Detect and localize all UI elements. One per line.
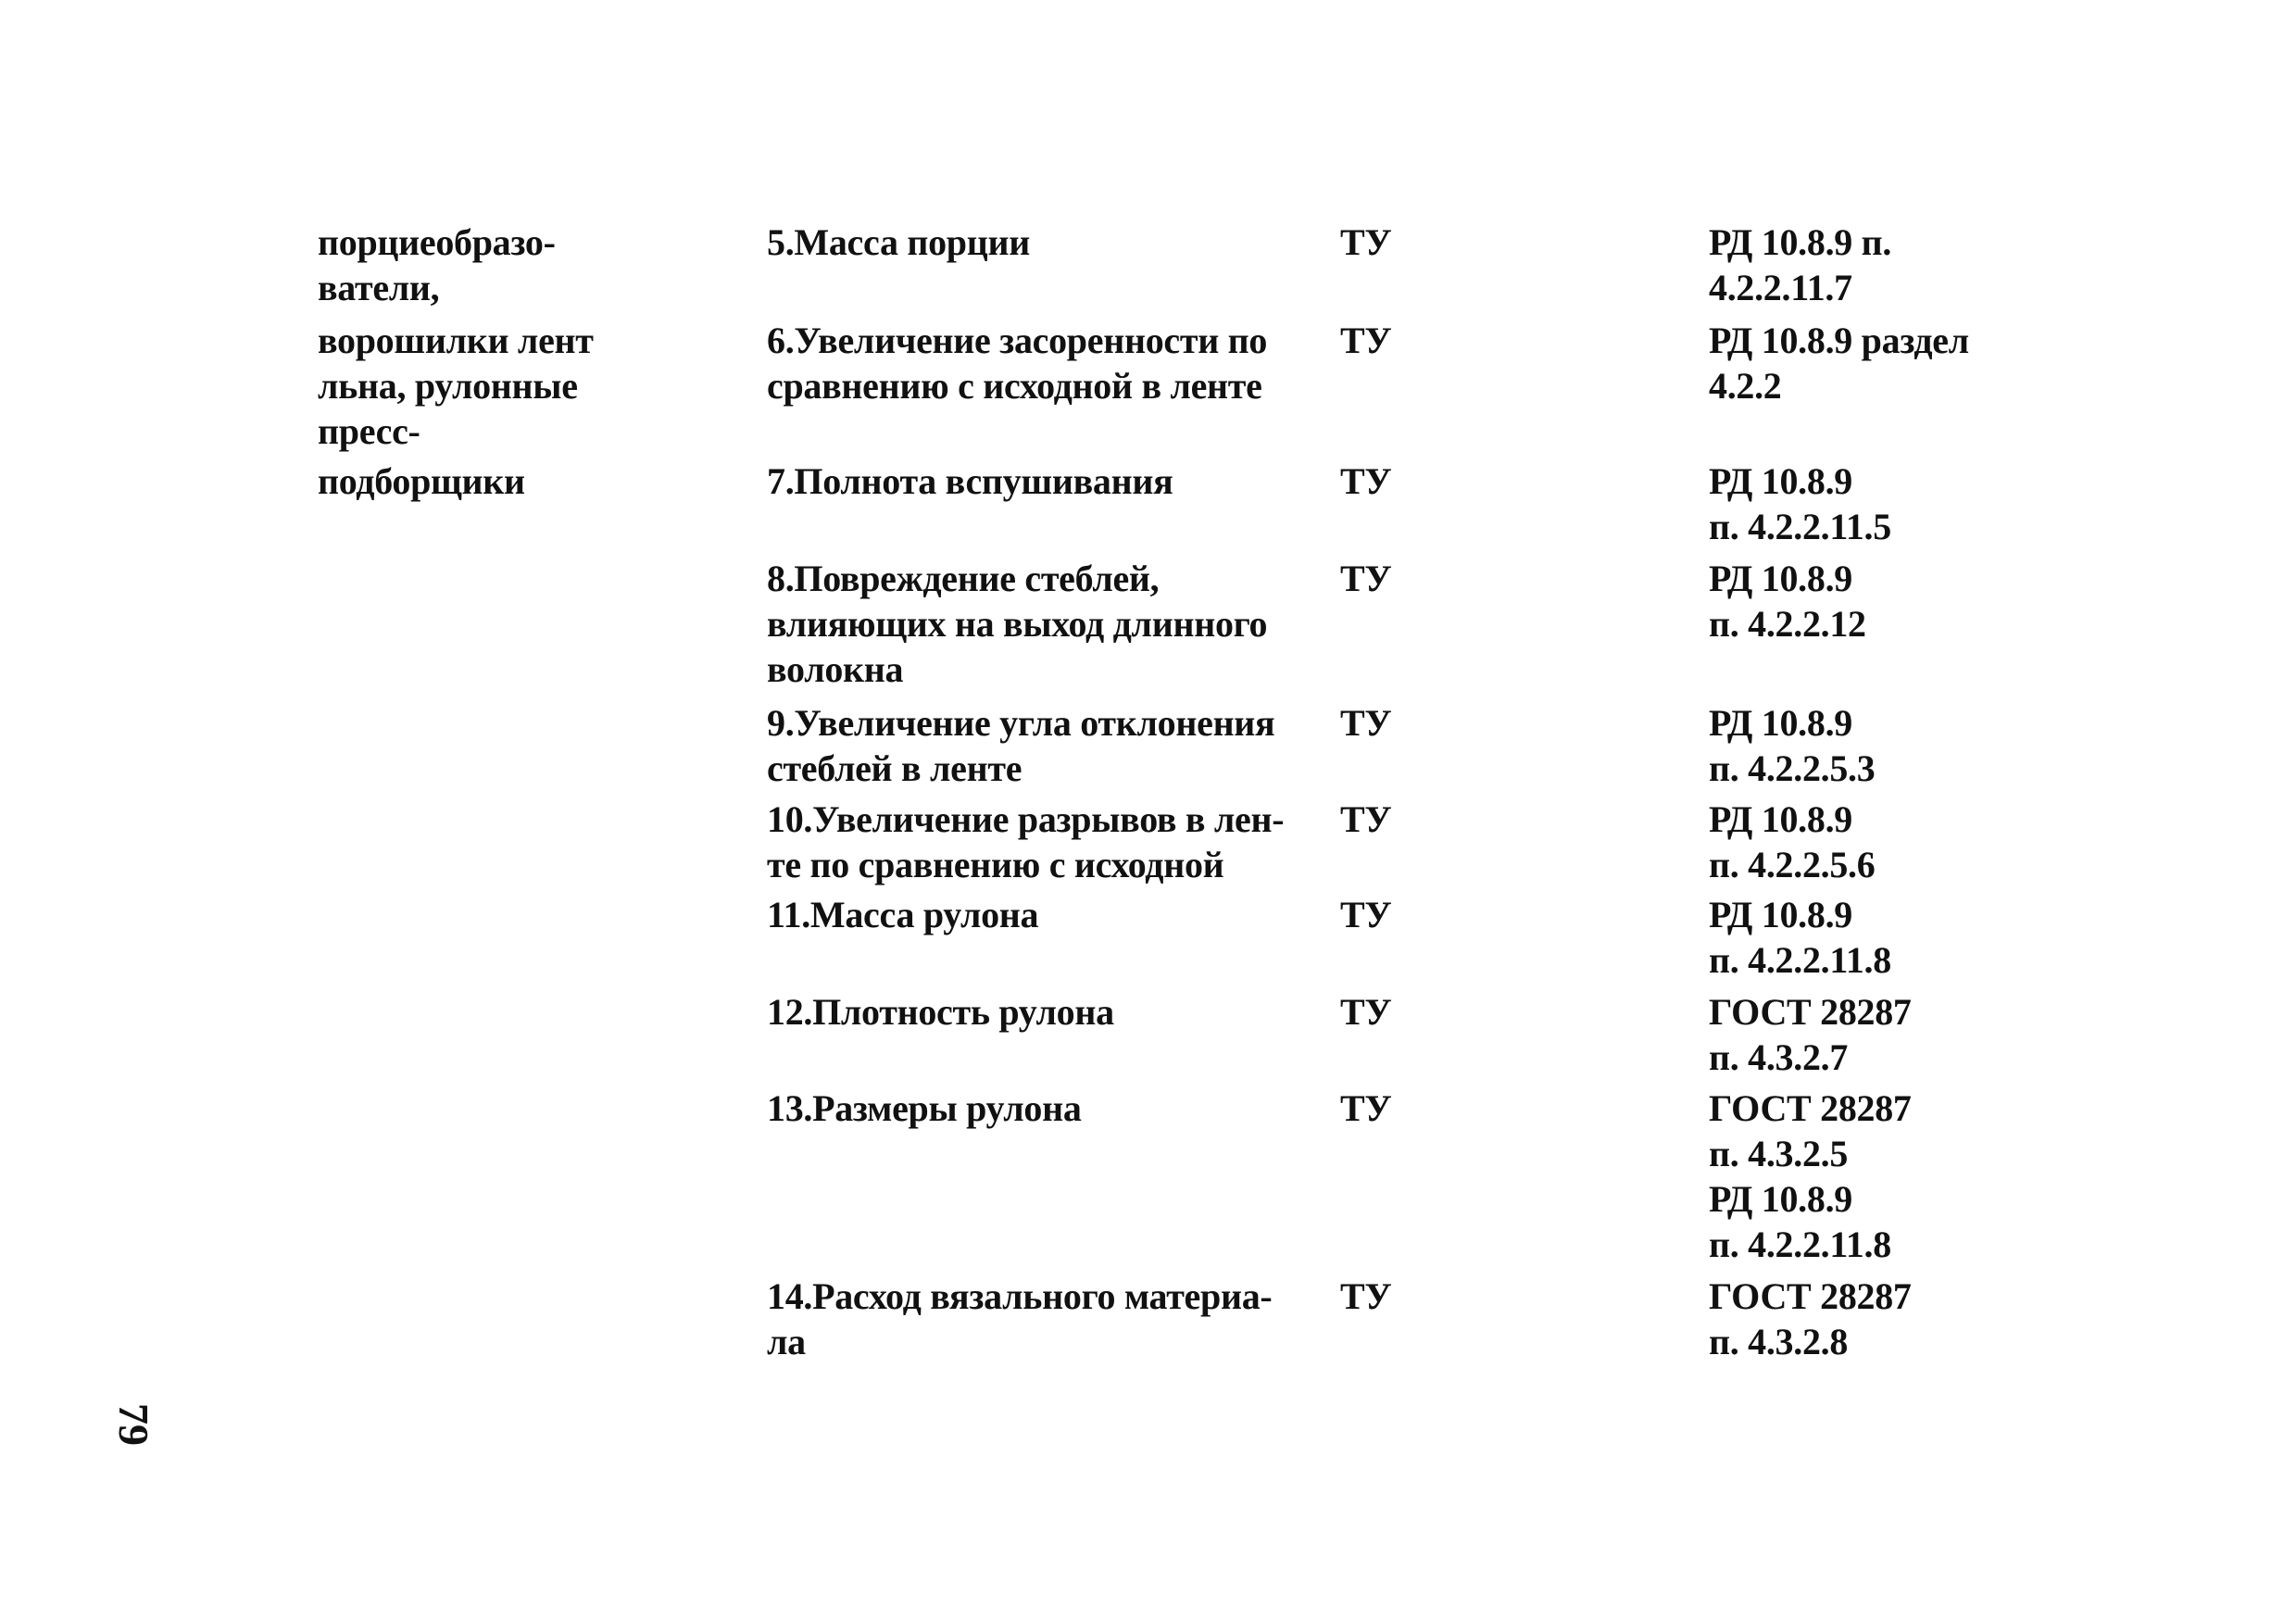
method-line: РД 10.8.9 bbox=[1709, 894, 1852, 935]
method-line: п. 4.2.2.5.6 bbox=[1709, 844, 1876, 885]
indicator-line: 6.Увеличение засоренности по bbox=[767, 320, 1268, 361]
method-line: РД 10.8.9 bbox=[1709, 702, 1852, 744]
indicator-line: те по сравнению с исходной bbox=[767, 844, 1224, 885]
machine-type-line: льна, рулонные bbox=[318, 365, 578, 407]
method-line: РД 10.8.9 раздел bbox=[1709, 320, 1969, 361]
method-line: РД 10.8.9 bbox=[1709, 1178, 1852, 1220]
machine-type-label bbox=[318, 318, 594, 454]
method-line: п. 4.2.2.11.5 bbox=[1709, 506, 1891, 547]
method-line: РД 10.8.9 п. bbox=[1709, 221, 1892, 263]
indicator-line: 8.Повреждение стеблей, bbox=[767, 558, 1160, 599]
indicator-cell bbox=[767, 892, 1038, 937]
indicator-cell bbox=[767, 318, 1267, 408]
requirement-cell: ТУ bbox=[1340, 460, 1392, 502]
indicator-line: 12.Плотность рулона bbox=[767, 991, 1114, 1033]
machine-type-label bbox=[318, 458, 525, 504]
indicator-cell bbox=[767, 797, 1284, 887]
requirement-cell: ТУ bbox=[1340, 558, 1392, 599]
method-line: п. 4.3.2.5 bbox=[1709, 1133, 1849, 1174]
indicator-cell bbox=[767, 220, 1030, 265]
indicator-line: волокна bbox=[767, 648, 904, 690]
method-cell bbox=[1709, 318, 1969, 408]
indicator-cell bbox=[767, 458, 1173, 504]
method-cell bbox=[1709, 220, 1891, 310]
indicator-line: сравнению с исходной в ленте bbox=[767, 365, 1262, 407]
indicator-line: 5.Масса порции bbox=[767, 221, 1030, 263]
requirement-cell: ТУ bbox=[1340, 1275, 1392, 1317]
indicator-cell bbox=[767, 556, 1267, 692]
method-line: п. 4.2.2.11.8 bbox=[1709, 939, 1891, 981]
method-line: РД 10.8.9 bbox=[1709, 460, 1852, 502]
requirement-cell: ТУ bbox=[1340, 798, 1392, 840]
indicator-line: 13.Размеры рулона bbox=[767, 1087, 1082, 1129]
method-cell bbox=[1709, 700, 1875, 791]
indicator-line: стеблей в ленте bbox=[767, 747, 1023, 789]
method-cell bbox=[1709, 458, 1891, 549]
machine-type-label bbox=[318, 220, 556, 310]
machine-type-line: порциеобразо- bbox=[318, 221, 556, 263]
method-line: 4.2.2.11.7 bbox=[1709, 267, 1852, 308]
indicator-line: влияющих на выход длинного bbox=[767, 603, 1268, 645]
requirement-cell: ТУ bbox=[1340, 221, 1392, 263]
method-cell bbox=[1709, 1274, 1912, 1364]
method-cell bbox=[1709, 989, 1912, 1080]
method-cell bbox=[1709, 556, 1866, 646]
method-line: п. 4.2.2.11.8 bbox=[1709, 1224, 1891, 1265]
method-cell bbox=[1709, 892, 1891, 983]
machine-type-line: пресс- bbox=[318, 410, 420, 452]
indicator-line: 10.Увеличение разрывов в лен- bbox=[767, 798, 1285, 840]
requirement-cell: ТУ bbox=[1340, 894, 1392, 935]
method-line: п. 4.3.2.8 bbox=[1709, 1321, 1849, 1362]
indicator-line: 11.Масса рулона bbox=[767, 894, 1039, 935]
indicator-line: 7.Полнота вспушивания bbox=[767, 460, 1173, 502]
method-line: 4.2.2 bbox=[1709, 365, 1782, 407]
indicator-line: 14.Расход вязального материа- bbox=[767, 1275, 1273, 1317]
method-line: ГОСТ 28287 bbox=[1709, 1275, 1912, 1317]
machine-type-line: ватели, bbox=[318, 267, 440, 308]
indicator-cell bbox=[767, 1086, 1082, 1131]
requirement-cell: ТУ bbox=[1340, 320, 1392, 361]
indicator-line: ла bbox=[767, 1321, 806, 1362]
method-line: п. 4.2.2.12 bbox=[1709, 603, 1866, 645]
machine-type-line: подборщики bbox=[318, 460, 525, 502]
method-line: ГОСТ 28287 bbox=[1709, 1087, 1912, 1129]
indicator-cell bbox=[767, 989, 1114, 1035]
method-line: п. 4.2.2.5.3 bbox=[1709, 747, 1876, 789]
indicator-cell bbox=[767, 700, 1274, 791]
method-line: п. 4.3.2.7 bbox=[1709, 1036, 1849, 1078]
requirement-cell: ТУ bbox=[1340, 702, 1392, 744]
method-cell bbox=[1709, 797, 1875, 887]
indicator-line: 9.Увеличение угла отклонения bbox=[767, 702, 1275, 744]
machine-type-line: ворошилки лент bbox=[318, 320, 594, 361]
method-cell bbox=[1709, 1086, 1912, 1267]
indicator-cell bbox=[767, 1274, 1272, 1364]
requirement-cell: ТУ bbox=[1340, 1087, 1392, 1129]
requirement-cell: ТУ bbox=[1340, 991, 1392, 1033]
page-number: 79 bbox=[110, 1403, 157, 1446]
method-line: РД 10.8.9 bbox=[1709, 798, 1852, 840]
method-line: РД 10.8.9 bbox=[1709, 558, 1852, 599]
method-line: ГОСТ 28287 bbox=[1709, 991, 1912, 1033]
